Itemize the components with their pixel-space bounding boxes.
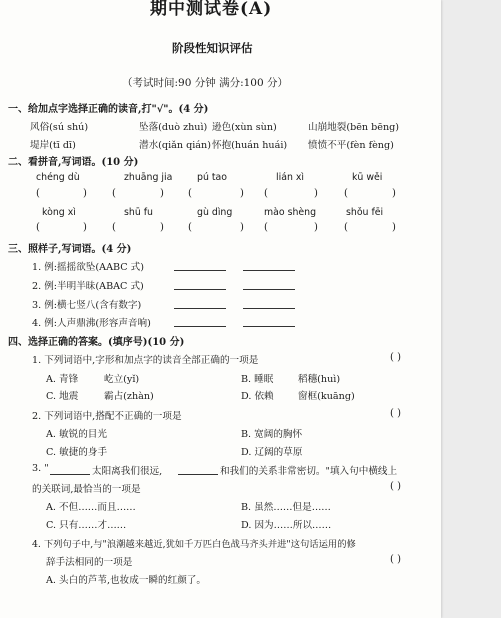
option-d: D. 辽阔的草原 — [241, 447, 303, 458]
answer-box-open: ( — [36, 222, 40, 233]
question-stem-part: 和我们的关系非常密切。"填入句中横线上 — [220, 466, 398, 477]
answer-paren[interactable]: ( ) — [390, 554, 401, 565]
option-b-word: 稻穗(huì) — [298, 374, 341, 385]
option-d-word: 窗框(kuāng) — [298, 391, 355, 402]
answer-box-open: ( — [188, 188, 192, 199]
pinyin-item: gù dìng — [197, 207, 233, 218]
exam-subtitle: 阶段性知识评估 — [172, 41, 253, 55]
s1-item: 山崩地裂(bēn bēng) — [308, 122, 400, 133]
answer-line[interactable] — [174, 308, 226, 309]
pinyin-item: mào shèng — [264, 207, 317, 218]
answer-box-close: ) — [240, 188, 244, 199]
answer-line[interactable] — [243, 270, 295, 271]
s1-item: 愤愤不平(fèn fèng) — [308, 140, 394, 151]
answer-line[interactable] — [174, 270, 226, 271]
s1-item: 风俗(sú shú) — [30, 122, 89, 133]
exam-info: （考试时间:90 分钟 满分:100 分） — [122, 77, 288, 89]
option-d: D. 依赖 — [241, 391, 274, 402]
option-a: A. 不但……而且…… — [46, 502, 136, 513]
option-c: C. 只有……才…… — [46, 520, 127, 531]
answer-box-close: ) — [240, 222, 244, 233]
question-stem-start: 3. " — [32, 463, 49, 474]
s3-item: 2. 例:半明半昧(ABAC 式) — [32, 281, 144, 292]
answer-box-close: ) — [392, 188, 396, 199]
answer-line[interactable] — [243, 289, 295, 290]
section-4-heading: 四、选择正确的答案。(填序号)(10 分) — [8, 337, 185, 348]
question-stem-line2: 辞手法相同的一项是 — [46, 557, 133, 568]
pinyin-item: chéng dù — [36, 172, 80, 183]
answer-line[interactable] — [50, 474, 90, 475]
answer-box-close: ) — [392, 222, 396, 233]
answer-box-close: ) — [160, 222, 164, 233]
answer-box-open: ( — [344, 222, 348, 233]
answer-box-open: ( — [112, 222, 116, 233]
pinyin-item: shǒu fēi — [346, 207, 384, 218]
pinyin-item: pú tao — [197, 172, 228, 183]
answer-paren[interactable]: ( ) — [390, 408, 401, 419]
answer-box-close: ) — [314, 222, 318, 233]
exam-title: 期中测试卷(A) — [150, 0, 273, 19]
option-b: B. 睡眠 — [241, 374, 274, 385]
option-a-word: 屹立(yǐ) — [104, 374, 140, 385]
s3-item: 3. 例:横七竖八(含有数字) — [32, 300, 142, 311]
option-a: A. 头白的芦苇,也妆成一瞬的红颜了。 — [46, 575, 206, 586]
s1-item: 坠落(duò zhuì) — [139, 122, 208, 133]
question-stem-line2: 的关联词,最恰当的一项是 — [32, 484, 141, 495]
answer-line[interactable] — [174, 326, 226, 327]
answer-box-open: ( — [188, 222, 192, 233]
answer-box-open: ( — [264, 188, 268, 199]
answer-box-open: ( — [36, 188, 40, 199]
option-a: A. 敏锐的目光 — [46, 429, 107, 440]
option-b: B. 宽阔的胸怀 — [241, 429, 303, 440]
answer-box-close: ) — [314, 188, 318, 199]
answer-box-open: ( — [112, 188, 116, 199]
answer-line[interactable] — [174, 289, 226, 290]
s3-item: 4. 例:人声鼎沸(形容声音响) — [32, 318, 151, 329]
question-stem-part: 太阳离我们很远, — [92, 466, 163, 477]
answer-line[interactable] — [243, 308, 295, 309]
answer-line[interactable] — [243, 326, 295, 327]
pinyin-item: zhuāng jia — [124, 172, 173, 183]
option-b: B. 虽然……但是…… — [241, 502, 331, 513]
answer-paren[interactable]: ( ) — [390, 352, 401, 363]
s1-item: 怀抱(huán huái) — [212, 140, 288, 151]
pinyin-item: kū wěi — [352, 172, 383, 183]
option-a: A. 青锋 — [46, 374, 79, 385]
section-1-heading: 一、给加点字选择正确的读音,打"√"。(4 分) — [8, 104, 209, 115]
question-stem: 1. 下列词语中,字形和加点字的读音全部正确的一项是 — [32, 355, 259, 366]
s3-item: 1. 例:摇摇欲坠(AABC 式) — [32, 262, 144, 273]
question-stem: 2. 下列词语中,搭配不正确的一项是 — [32, 411, 182, 422]
answer-paren[interactable]: ( ) — [390, 481, 401, 492]
section-3-heading: 三、照样子,写词语。(4 分) — [8, 244, 132, 255]
s1-item: 堤岸(tī dī) — [30, 140, 76, 151]
answer-line[interactable] — [178, 474, 218, 475]
option-d: D. 因为……所以…… — [241, 520, 332, 531]
pinyin-item: shū fu — [124, 207, 153, 218]
option-c: C. 敏捷的身手 — [46, 447, 108, 458]
question-stem: 4. 下列句子中,与"浪潮越来越近,犹如千万匹白色战马齐头并进"这句话运用的修 — [32, 539, 356, 550]
answer-box-close: ) — [160, 188, 164, 199]
pinyin-item: kòng xì — [42, 207, 76, 218]
option-c: C. 地震 — [46, 391, 79, 402]
pinyin-item: lián xì — [276, 172, 305, 183]
answer-box-open: ( — [344, 188, 348, 199]
s1-item: 潜水(qiǎn qián) — [139, 140, 211, 151]
s1-item: 逊色(xùn sùn) — [212, 122, 277, 133]
answer-box-close: ) — [83, 222, 87, 233]
section-2-heading: 二、看拼音,写词语。(10 分) — [8, 157, 139, 168]
answer-box-open: ( — [264, 222, 268, 233]
option-c-word: 霸占(zhàn) — [104, 391, 154, 402]
answer-box-close: ) — [83, 188, 87, 199]
